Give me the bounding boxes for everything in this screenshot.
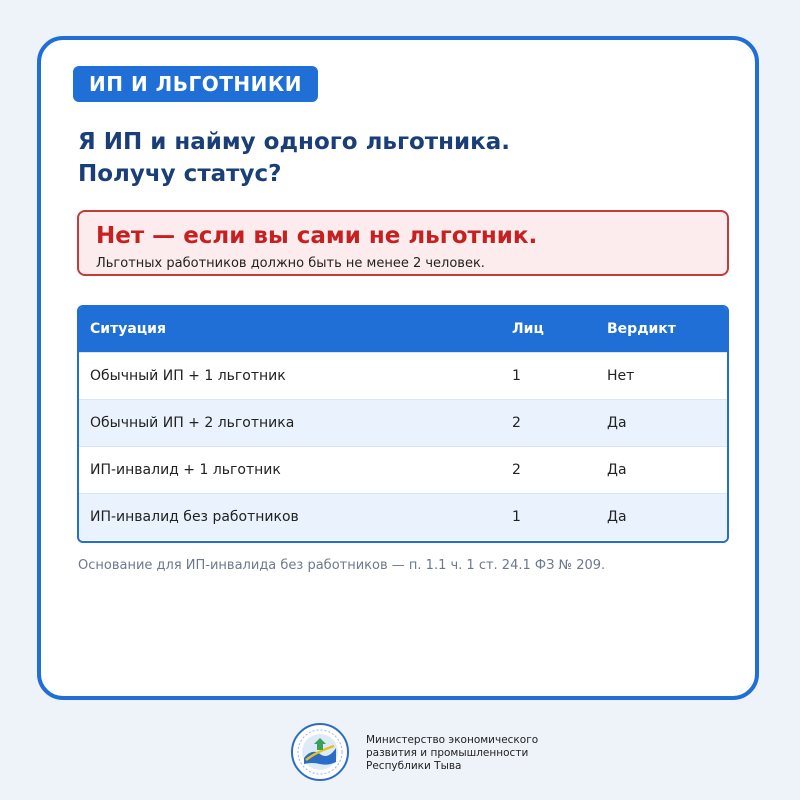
ministry-line-3: Республики Тыва	[366, 760, 462, 772]
topic-tag: ИП И ЛЬГОТНИКИ	[73, 66, 318, 102]
ministry-emblem-icon	[290, 722, 350, 782]
cell-verdict: Да	[607, 509, 627, 525]
table-row	[79, 446, 727, 493]
header-persons: Лиц	[512, 321, 544, 337]
cell-verdict: Нет	[607, 368, 635, 384]
cell-persons: 2	[512, 462, 521, 478]
table-row	[79, 493, 727, 540]
cell-persons: 1	[512, 368, 521, 384]
answer-callout	[77, 210, 729, 276]
cell-verdict: Да	[607, 415, 627, 431]
question-line-2: Получу статус?	[78, 161, 282, 187]
cell-persons: 2	[512, 415, 521, 431]
cell-verdict: Да	[607, 462, 627, 478]
header-verdict: Вердикт	[607, 321, 676, 337]
verdict-table	[77, 305, 729, 543]
info-card	[37, 36, 759, 700]
table-row	[79, 399, 727, 446]
cell-situation: Обычный ИП + 2 льготника	[90, 415, 295, 431]
table-row	[79, 352, 727, 399]
legal-footnote: Основание для ИП-инвалида без работников — п. 1.1 ч. 1 ст. 24.1 ФЗ № 209.	[78, 558, 606, 573]
answer-subtitle: Льготных работников должно быть не менее 2 человек.	[96, 256, 485, 271]
ministry-line-2: развития и промышленности	[366, 747, 529, 759]
cell-situation: ИП-инвалид без работников	[90, 509, 299, 525]
header-situation: Ситуация	[90, 321, 166, 337]
ministry-line-1: Министерство экономического	[366, 734, 539, 746]
question-heading	[78, 126, 698, 190]
answer-title: Нет — если вы сами не льготник.	[96, 223, 538, 249]
question-line-1: Я ИП и найму одного льготника.	[78, 129, 510, 155]
table-header	[79, 307, 727, 352]
cell-persons: 1	[512, 509, 521, 525]
cell-situation: ИП-инвалид + 1 льготник	[90, 462, 281, 478]
cell-situation: Обычный ИП + 1 льготник	[90, 368, 286, 384]
ministry-name	[366, 734, 538, 773]
